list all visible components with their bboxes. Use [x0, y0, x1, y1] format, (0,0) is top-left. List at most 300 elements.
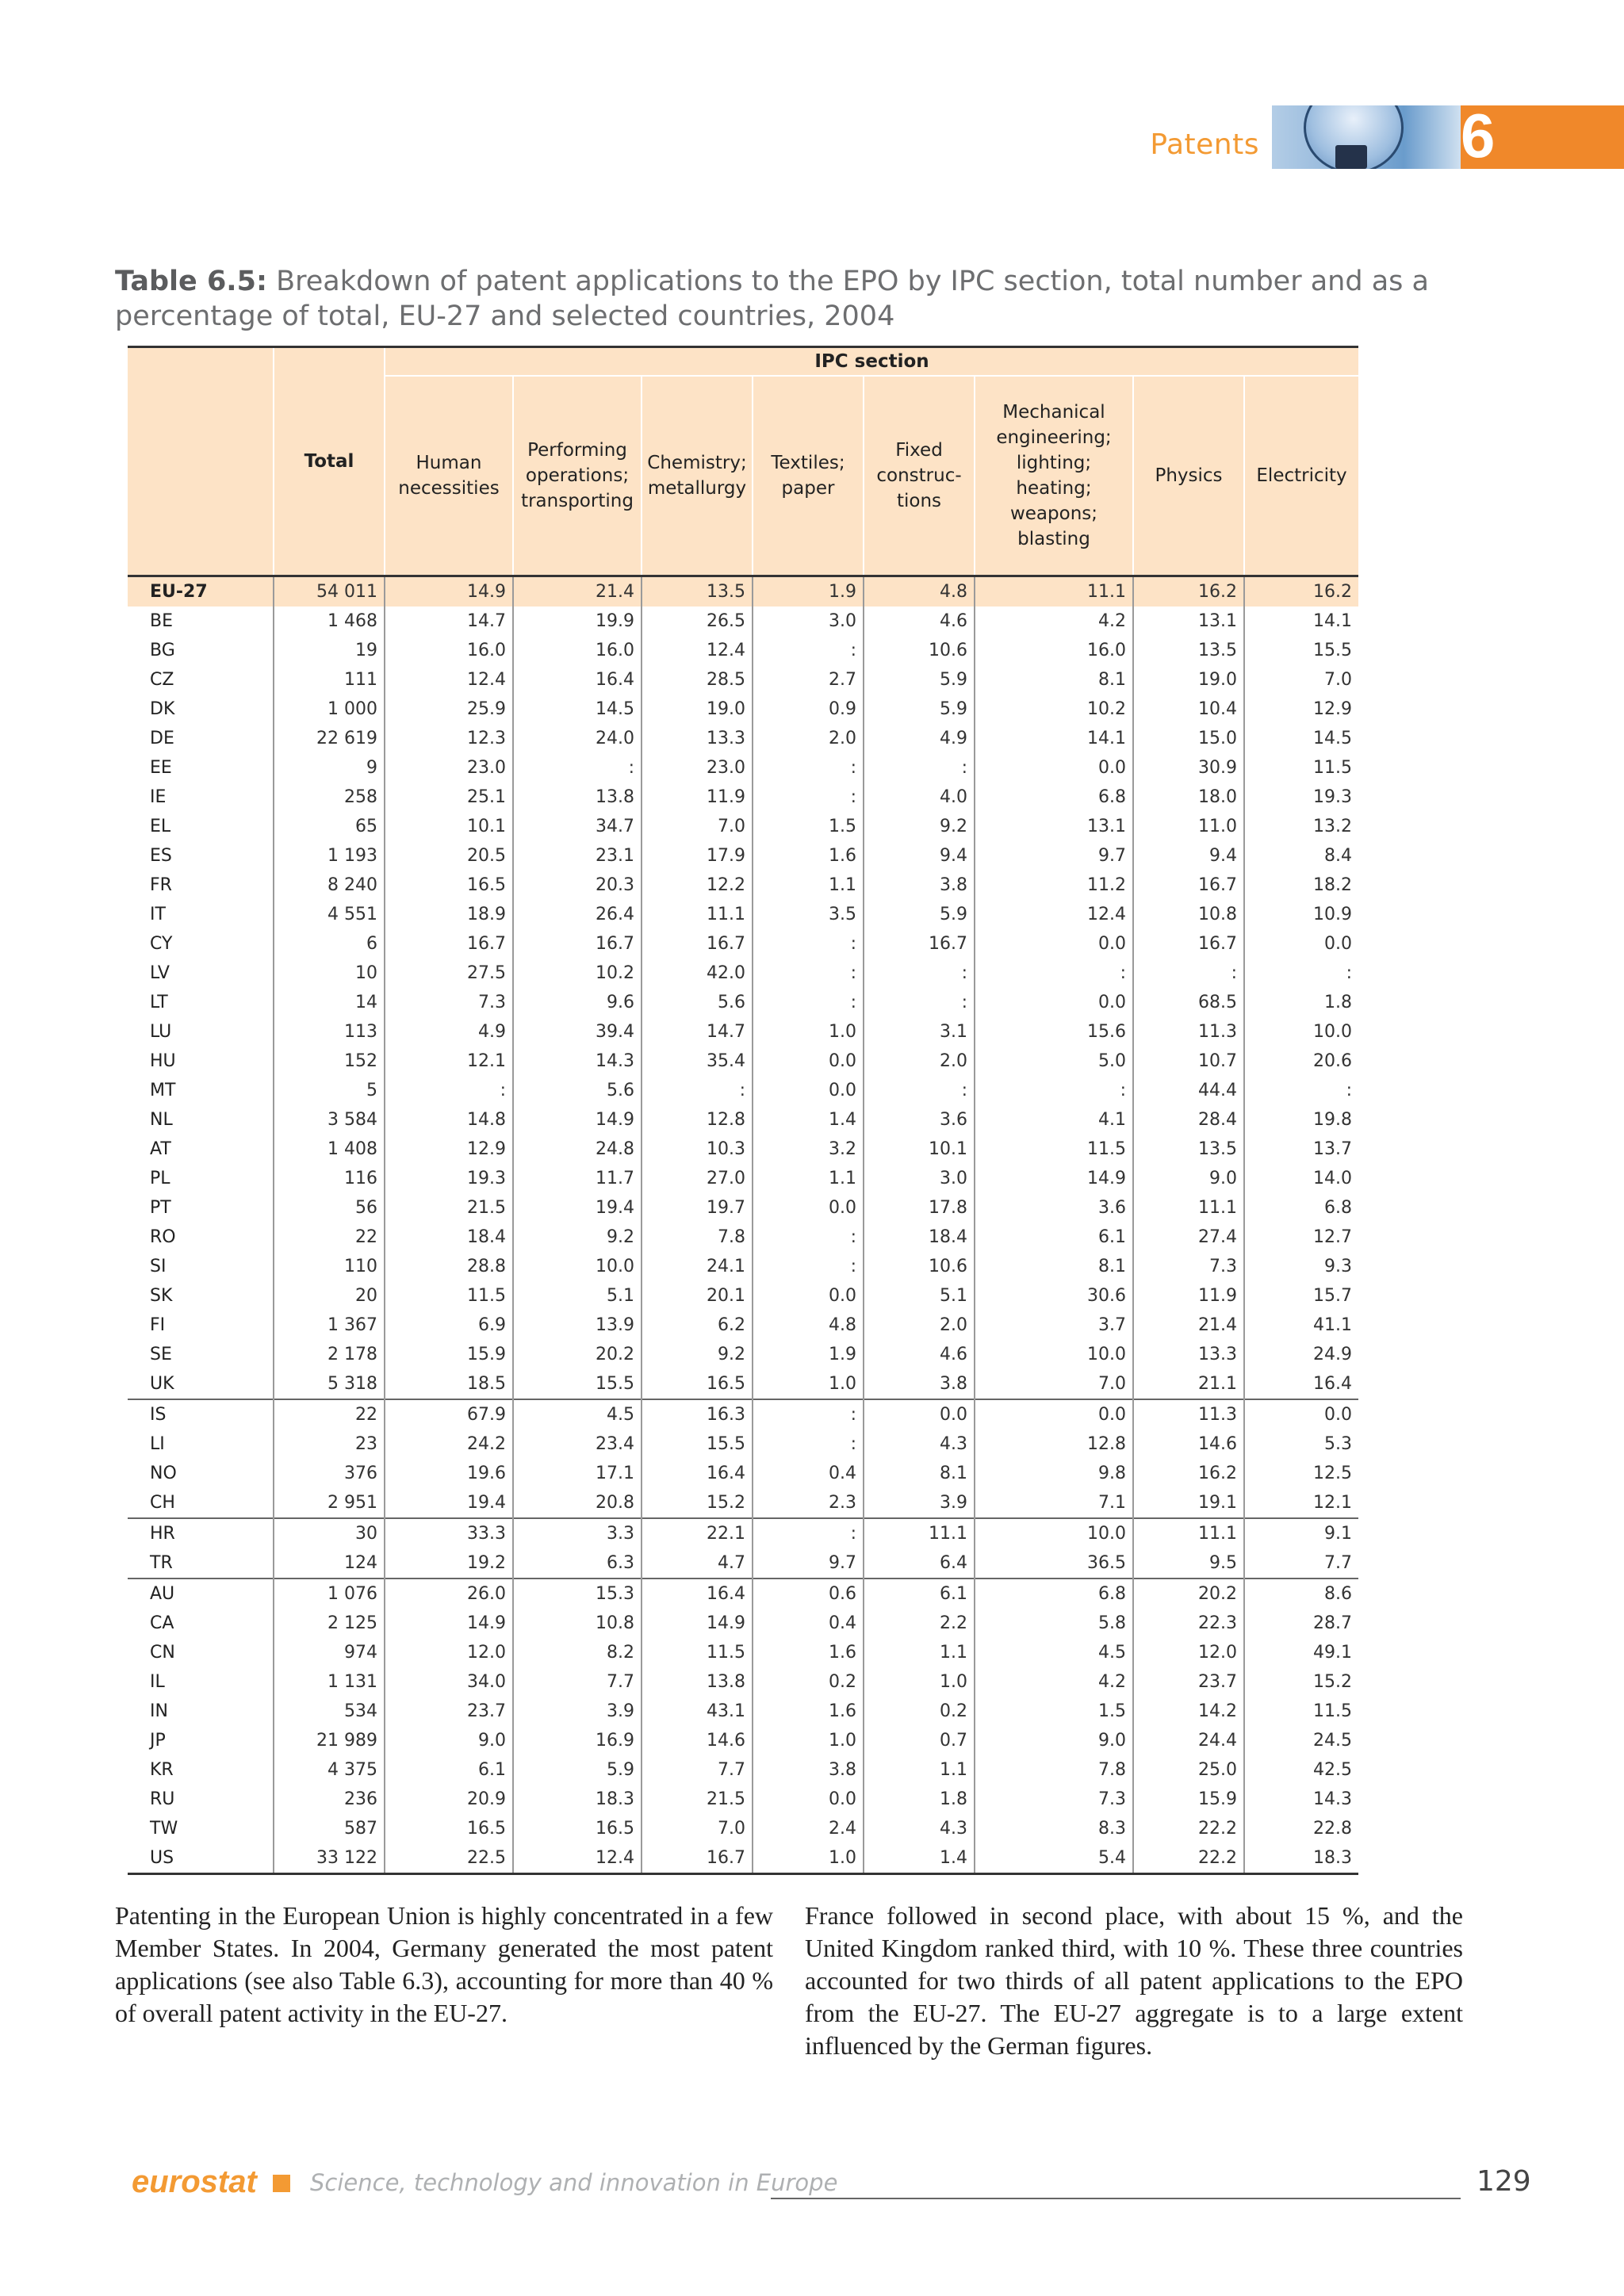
- share-cell: 8.1: [975, 1252, 1133, 1281]
- country-code-cell: EU-27: [128, 576, 274, 607]
- column-header: Physics: [1133, 376, 1244, 576]
- share-cell: 9.3: [1244, 1252, 1358, 1281]
- country-code-cell: FI: [150, 1315, 166, 1335]
- share-cell: 1.8: [1244, 988, 1358, 1017]
- share-cell: 7.0: [642, 1814, 753, 1843]
- share-cell: 0.0: [1244, 1399, 1358, 1429]
- share-cell: 20.6: [1244, 1047, 1358, 1076]
- share-cell: 3.0: [753, 607, 864, 636]
- share-cell: 3.5: [753, 900, 864, 929]
- share-cell: 11.3: [1133, 1017, 1244, 1047]
- share-cell: 10.6: [864, 636, 975, 665]
- share-cell: 7.7: [513, 1667, 642, 1697]
- share-cell: 18.2: [1244, 871, 1358, 900]
- total-cell: 30: [274, 1518, 385, 1548]
- share-cell: 1.6: [753, 1638, 864, 1667]
- share-cell: 17.1: [513, 1459, 642, 1488]
- share-cell: 8.2: [513, 1638, 642, 1667]
- share-cell: 24.2: [385, 1429, 513, 1459]
- total-cell: 8 240: [274, 871, 385, 900]
- country-code-cell: FR: [150, 875, 172, 895]
- column-header: Performing operations; transporting: [513, 376, 642, 576]
- share-cell: 42.0: [642, 959, 753, 988]
- share-cell: 0.4: [753, 1609, 864, 1638]
- share-cell: 20.9: [385, 1785, 513, 1814]
- share-cell: :: [864, 753, 975, 783]
- share-cell: 10.3: [642, 1135, 753, 1164]
- share-cell: 6.2: [642, 1311, 753, 1340]
- share-cell: 5.9: [513, 1755, 642, 1785]
- share-cell: 10.6: [864, 1252, 975, 1281]
- share-cell: :: [753, 636, 864, 665]
- share-cell: 16.7: [864, 929, 975, 959]
- share-cell: 13.1: [1133, 607, 1244, 636]
- table-row: [128, 1578, 1358, 1609]
- share-cell: :: [753, 783, 864, 812]
- share-cell: 15.5: [642, 1429, 753, 1459]
- country-code-cell: CH: [150, 1493, 175, 1513]
- share-cell: 23.7: [1133, 1667, 1244, 1697]
- total-cell: 534: [274, 1697, 385, 1726]
- share-cell: :: [864, 988, 975, 1017]
- share-cell: 4.6: [864, 1340, 975, 1369]
- table-row: [128, 724, 1358, 753]
- share-cell: 11.9: [1133, 1281, 1244, 1311]
- country-code-cell: ES: [150, 846, 172, 866]
- table-row: [128, 1252, 1358, 1281]
- country-code-cell: PT: [150, 1198, 171, 1218]
- share-cell: 16.5: [385, 871, 513, 900]
- table-row: [128, 1488, 1358, 1518]
- share-cell: 6.8: [975, 783, 1133, 812]
- share-cell: 12.2: [642, 871, 753, 900]
- share-cell: 10.0: [513, 1252, 642, 1281]
- share-cell: 0.0: [864, 1399, 975, 1429]
- country-code-cell: PL: [150, 1169, 170, 1188]
- share-cell: 11.5: [1244, 1697, 1358, 1726]
- share-cell: 6.1: [975, 1223, 1133, 1252]
- total-cell: 1 131: [274, 1667, 385, 1697]
- share-cell: 22.2: [1133, 1814, 1244, 1843]
- total-cell: 116: [274, 1164, 385, 1193]
- country-code-cell: EE: [150, 758, 172, 778]
- share-cell: :: [975, 1076, 1133, 1105]
- total-cell: 110: [274, 1252, 385, 1281]
- table-row: [128, 1135, 1358, 1164]
- share-cell: 18.4: [864, 1223, 975, 1252]
- share-cell: 8.1: [975, 665, 1133, 695]
- share-cell: 8.4: [1244, 841, 1358, 871]
- share-cell: 7.7: [642, 1755, 753, 1785]
- share-cell: 18.9: [385, 900, 513, 929]
- country-code-cell: LT: [150, 993, 168, 1012]
- share-cell: 11.5: [1244, 753, 1358, 783]
- share-cell: :: [385, 1076, 513, 1105]
- share-cell: 23.0: [642, 753, 753, 783]
- share-cell: 2.0: [753, 724, 864, 753]
- share-cell: 19.4: [385, 1488, 513, 1518]
- share-cell: 24.8: [513, 1135, 642, 1164]
- total-cell: 376: [274, 1459, 385, 1488]
- share-cell: 1.0: [753, 1726, 864, 1755]
- share-cell: 14.0: [1244, 1164, 1358, 1193]
- total-cell: 22: [274, 1223, 385, 1252]
- share-cell: 3.9: [864, 1488, 975, 1518]
- share-cell: 13.8: [513, 783, 642, 812]
- total-cell: 19: [274, 636, 385, 665]
- share-cell: 24.9: [1244, 1340, 1358, 1369]
- country-code-cell: CY: [150, 934, 173, 954]
- share-cell: 6.1: [385, 1755, 513, 1785]
- share-cell: 4.9: [385, 1017, 513, 1047]
- share-cell: 21.5: [642, 1785, 753, 1814]
- share-cell: 1.5: [975, 1697, 1133, 1726]
- lightbulb-image: [1272, 105, 1461, 169]
- share-cell: 0.2: [864, 1697, 975, 1726]
- share-cell: 16.2: [1133, 1459, 1244, 1488]
- country-code-cell: JP: [150, 1731, 166, 1751]
- country-code-cell: TW: [150, 1819, 178, 1839]
- share-cell: 13.3: [642, 724, 753, 753]
- share-cell: 22.2: [1133, 1843, 1244, 1874]
- share-cell: 16.7: [642, 929, 753, 959]
- share-cell: 16.9: [513, 1726, 642, 1755]
- share-cell: 9.8: [975, 1459, 1133, 1488]
- country-code-cell: IS: [128, 1399, 274, 1429]
- share-cell: 18.5: [385, 1369, 513, 1399]
- total-cell: 974: [274, 1638, 385, 1667]
- share-cell: 0.0: [975, 753, 1133, 783]
- share-cell: 9.7: [753, 1548, 864, 1578]
- share-cell: 17.9: [642, 841, 753, 871]
- share-cell: 14.2: [1133, 1697, 1244, 1726]
- share-cell: 9.4: [864, 841, 975, 871]
- share-cell: 10.1: [385, 812, 513, 841]
- share-cell: 10.9: [1244, 900, 1358, 929]
- share-cell: 20.5: [385, 841, 513, 871]
- share-cell: 12.9: [385, 1135, 513, 1164]
- share-cell: 22.1: [642, 1518, 753, 1548]
- share-cell: 0.9: [753, 695, 864, 724]
- share-cell: 28.7: [1244, 1609, 1358, 1638]
- table-row: [128, 812, 1358, 841]
- share-cell: 16.5: [513, 1814, 642, 1843]
- share-cell: 7.3: [385, 988, 513, 1017]
- share-cell: 16.7: [1133, 929, 1244, 959]
- share-cell: 10.0: [1244, 1017, 1358, 1047]
- share-cell: 16.0: [513, 636, 642, 665]
- share-cell: :: [864, 959, 975, 988]
- share-cell: 23.4: [513, 1429, 642, 1459]
- share-cell: 43.1: [642, 1697, 753, 1726]
- share-cell: 11.1: [1133, 1518, 1244, 1548]
- share-cell: 26.4: [513, 900, 642, 929]
- share-cell: 14.7: [385, 607, 513, 636]
- share-cell: 7.0: [975, 1369, 1133, 1399]
- share-cell: 19.7: [642, 1193, 753, 1223]
- share-cell: 28.4: [1133, 1105, 1244, 1135]
- table-row: [128, 1164, 1358, 1193]
- country-code-cell: US: [128, 1843, 274, 1874]
- share-cell: 12.4: [385, 665, 513, 695]
- total-cell: 124: [274, 1548, 385, 1578]
- share-cell: 5.1: [864, 1281, 975, 1311]
- share-cell: 16.2: [1133, 576, 1244, 607]
- share-cell: 3.7: [975, 1311, 1133, 1340]
- share-cell: :: [753, 929, 864, 959]
- share-cell: 4.8: [864, 576, 975, 607]
- share-cell: 12.1: [1244, 1488, 1358, 1518]
- country-code-cell: AU: [128, 1578, 274, 1609]
- share-cell: 2.0: [864, 1311, 975, 1340]
- publication-title: Science, technology and innovation in Europe: [310, 2169, 838, 2196]
- eurostat-logo: eurostat: [132, 2164, 257, 2199]
- share-cell: 4.9: [864, 724, 975, 753]
- share-cell: 16.7: [1133, 871, 1244, 900]
- share-cell: 0.4: [753, 1459, 864, 1488]
- table-row: [128, 1340, 1358, 1369]
- share-cell: :: [975, 959, 1133, 988]
- total-cell: 14: [274, 988, 385, 1017]
- share-cell: 7.3: [975, 1785, 1133, 1814]
- total-cell: 1 468: [274, 607, 385, 636]
- column-header: Fixed construc-tions: [864, 376, 975, 576]
- share-cell: 30.6: [975, 1281, 1133, 1311]
- share-cell: 11.3: [1133, 1399, 1244, 1429]
- share-cell: 15.2: [1244, 1667, 1358, 1697]
- table-row: [128, 1548, 1358, 1578]
- share-cell: 24.1: [642, 1252, 753, 1281]
- share-cell: 4.2: [975, 1667, 1133, 1697]
- share-cell: 24.4: [1133, 1726, 1244, 1755]
- share-cell: 12.8: [642, 1105, 753, 1135]
- country-code-cell: LU: [150, 1022, 172, 1042]
- share-cell: 16.4: [1244, 1369, 1358, 1399]
- share-cell: 24.0: [513, 724, 642, 753]
- share-cell: 12.1: [385, 1047, 513, 1076]
- share-cell: 12.5: [1244, 1459, 1358, 1488]
- share-cell: 2.4: [753, 1814, 864, 1843]
- share-cell: 6.8: [1244, 1193, 1358, 1223]
- share-cell: 34.7: [513, 812, 642, 841]
- table-caption-text: Breakdown of patent applications to the EPO by IPC section, total number and as a percentage of total, EU-27 and selected countries, 2004: [115, 266, 1429, 332]
- share-cell: 11.1: [642, 900, 753, 929]
- share-cell: 15.0: [1133, 724, 1244, 753]
- share-cell: 25.9: [385, 695, 513, 724]
- share-cell: 1.1: [864, 1638, 975, 1667]
- total-cell: 22: [274, 1399, 385, 1429]
- total-cell: 2 951: [274, 1488, 385, 1518]
- page-number: 129: [1477, 2165, 1531, 2198]
- share-cell: 18.3: [513, 1785, 642, 1814]
- share-cell: 14.9: [642, 1609, 753, 1638]
- share-cell: 9.0: [385, 1726, 513, 1755]
- total-cell: 4 551: [274, 900, 385, 929]
- share-cell: 4.2: [975, 607, 1133, 636]
- share-cell: 19.1: [1133, 1488, 1244, 1518]
- share-cell: 16.0: [975, 636, 1133, 665]
- share-cell: 0.0: [753, 1076, 864, 1105]
- body-paragraph-left: Patenting in the European Union is highly concentrated in a few Member States. In 2004, Germany generated the most patent applications (see also Table 6.3), accounting for more than 40 % of overall patent activity in the EU-27.: [115, 1901, 773, 2027]
- share-cell: 1.6: [753, 1697, 864, 1726]
- country-code-cell: RO: [150, 1227, 176, 1247]
- share-cell: 4.5: [513, 1399, 642, 1429]
- country-code-cell: MT: [150, 1081, 176, 1100]
- share-cell: 27.0: [642, 1164, 753, 1193]
- table-row: [128, 607, 1358, 636]
- country-code-cell: CZ: [150, 670, 174, 690]
- share-cell: 8.6: [1244, 1578, 1358, 1609]
- share-cell: 11.1: [1133, 1193, 1244, 1223]
- share-cell: 15.9: [385, 1340, 513, 1369]
- share-cell: 22.5: [385, 1843, 513, 1874]
- share-cell: 3.8: [753, 1755, 864, 1785]
- share-cell: 9.0: [975, 1726, 1133, 1755]
- share-cell: 13.5: [642, 576, 753, 607]
- country-code-cell: IL: [150, 1672, 165, 1692]
- share-cell: 9.2: [642, 1340, 753, 1369]
- ipc-section-header: IPC section: [385, 347, 1358, 377]
- share-cell: 11.5: [975, 1135, 1133, 1164]
- share-cell: 1.9: [753, 576, 864, 607]
- share-cell: 6.1: [864, 1578, 975, 1609]
- country-code-cell: BG: [150, 641, 175, 660]
- share-cell: 5.9: [864, 695, 975, 724]
- total-cell: 236: [274, 1785, 385, 1814]
- share-cell: 9.0: [1133, 1164, 1244, 1193]
- share-cell: 21.4: [1133, 1311, 1244, 1340]
- table-row: [128, 1785, 1358, 1814]
- share-cell: 1.0: [753, 1843, 864, 1874]
- country-code-cell: CA: [150, 1613, 174, 1633]
- share-cell: 4.3: [864, 1814, 975, 1843]
- table-row: [128, 1726, 1358, 1755]
- body-paragraph-right: France followed in second place, with about 15 %, and the United Kingdom ranked third, with 10 %. These three countries accounted for two thirds of all patent applications to the EPO from the EU-27. The EU-27 aggregate is to a large extent influenced by the German figures.: [805, 1901, 1463, 2060]
- share-cell: 3.9: [513, 1697, 642, 1726]
- share-cell: 14.6: [1133, 1429, 1244, 1459]
- total-cell: 9: [274, 753, 385, 783]
- share-cell: 26.0: [385, 1578, 513, 1609]
- share-cell: 5.6: [642, 988, 753, 1017]
- share-cell: 0.0: [975, 929, 1133, 959]
- share-cell: 19.3: [1244, 783, 1358, 812]
- share-cell: 12.9: [1244, 695, 1358, 724]
- share-cell: 5.6: [513, 1076, 642, 1105]
- total-cell: 56: [274, 1193, 385, 1223]
- share-cell: 3.6: [975, 1193, 1133, 1223]
- share-cell: 34.0: [385, 1667, 513, 1697]
- table-row: [128, 1017, 1358, 1047]
- share-cell: 16.2: [1244, 576, 1358, 607]
- share-cell: :: [753, 988, 864, 1017]
- share-cell: 18.3: [1244, 1843, 1358, 1874]
- country-code-cell: IT: [150, 905, 166, 924]
- total-cell: 1 076: [274, 1578, 385, 1609]
- column-header: Mechanical engineering; lighting; heating; weapons; blasting: [975, 376, 1133, 576]
- share-cell: 13.5: [1133, 1135, 1244, 1164]
- share-cell: 9.2: [513, 1223, 642, 1252]
- country-code-cell: KR: [150, 1760, 174, 1780]
- section-title: Patents: [1150, 128, 1259, 161]
- share-cell: 7.7: [1244, 1548, 1358, 1578]
- country-code-cell: CN: [150, 1643, 175, 1663]
- share-cell: 15.5: [1244, 636, 1358, 665]
- share-cell: :: [753, 1399, 864, 1429]
- share-cell: 1.0: [753, 1017, 864, 1047]
- total-column-header: Total: [274, 347, 385, 576]
- share-cell: 19.3: [385, 1164, 513, 1193]
- chapter-number-badge: [1461, 101, 1624, 170]
- share-cell: 12.7: [1244, 1223, 1358, 1252]
- share-cell: 0.0: [975, 1399, 1133, 1429]
- share-cell: 42.5: [1244, 1755, 1358, 1785]
- share-cell: 14.1: [1244, 607, 1358, 636]
- table-row: [128, 959, 1358, 988]
- share-cell: 14.9: [385, 1609, 513, 1638]
- table-row: [128, 665, 1358, 695]
- total-cell: 5: [274, 1076, 385, 1105]
- footer-divider: [771, 2198, 1461, 2199]
- table-row: [128, 1609, 1358, 1638]
- table-caption-label: Table 6.5:: [115, 266, 267, 297]
- country-code-cell: SK: [150, 1286, 173, 1306]
- table-row: [128, 753, 1358, 783]
- share-cell: 16.5: [642, 1369, 753, 1399]
- share-cell: 4.8: [753, 1311, 864, 1340]
- share-cell: 26.5: [642, 607, 753, 636]
- share-cell: 16.4: [642, 1578, 753, 1609]
- share-cell: :: [642, 1076, 753, 1105]
- share-cell: 20.2: [1133, 1578, 1244, 1609]
- country-code-cell: NO: [150, 1464, 177, 1483]
- share-cell: 33.3: [385, 1518, 513, 1548]
- share-cell: 21.1: [1133, 1369, 1244, 1399]
- share-cell: 13.1: [975, 812, 1133, 841]
- share-cell: 9.7: [975, 841, 1133, 871]
- table-caption: [115, 264, 1463, 334]
- share-cell: 16.4: [513, 665, 642, 695]
- share-cell: 12.3: [385, 724, 513, 753]
- logo-square-icon: [273, 2175, 290, 2192]
- share-cell: 16.4: [642, 1459, 753, 1488]
- total-cell: 152: [274, 1047, 385, 1076]
- share-cell: 18.0: [1133, 783, 1244, 812]
- share-cell: 0.0: [975, 988, 1133, 1017]
- share-cell: :: [753, 1252, 864, 1281]
- share-cell: 28.8: [385, 1252, 513, 1281]
- share-cell: 23.1: [513, 841, 642, 871]
- share-cell: 0.6: [753, 1578, 864, 1609]
- share-cell: 3.8: [864, 1369, 975, 1399]
- table-row: [128, 1281, 1358, 1311]
- share-cell: 14.5: [1244, 724, 1358, 753]
- share-cell: 5.4: [975, 1843, 1133, 1874]
- share-cell: 27.5: [385, 959, 513, 988]
- share-cell: 68.5: [1133, 988, 1244, 1017]
- share-cell: 0.0: [753, 1785, 864, 1814]
- share-cell: :: [753, 1429, 864, 1459]
- share-cell: 16.7: [513, 929, 642, 959]
- share-cell: :: [513, 753, 642, 783]
- share-cell: 23.7: [385, 1697, 513, 1726]
- share-cell: 3.8: [864, 871, 975, 900]
- total-cell: 65: [274, 812, 385, 841]
- table-row: [128, 1047, 1358, 1076]
- share-cell: 4.5: [975, 1638, 1133, 1667]
- share-cell: 13.8: [642, 1667, 753, 1697]
- share-cell: 12.0: [1133, 1638, 1244, 1667]
- table-row: [128, 1755, 1358, 1785]
